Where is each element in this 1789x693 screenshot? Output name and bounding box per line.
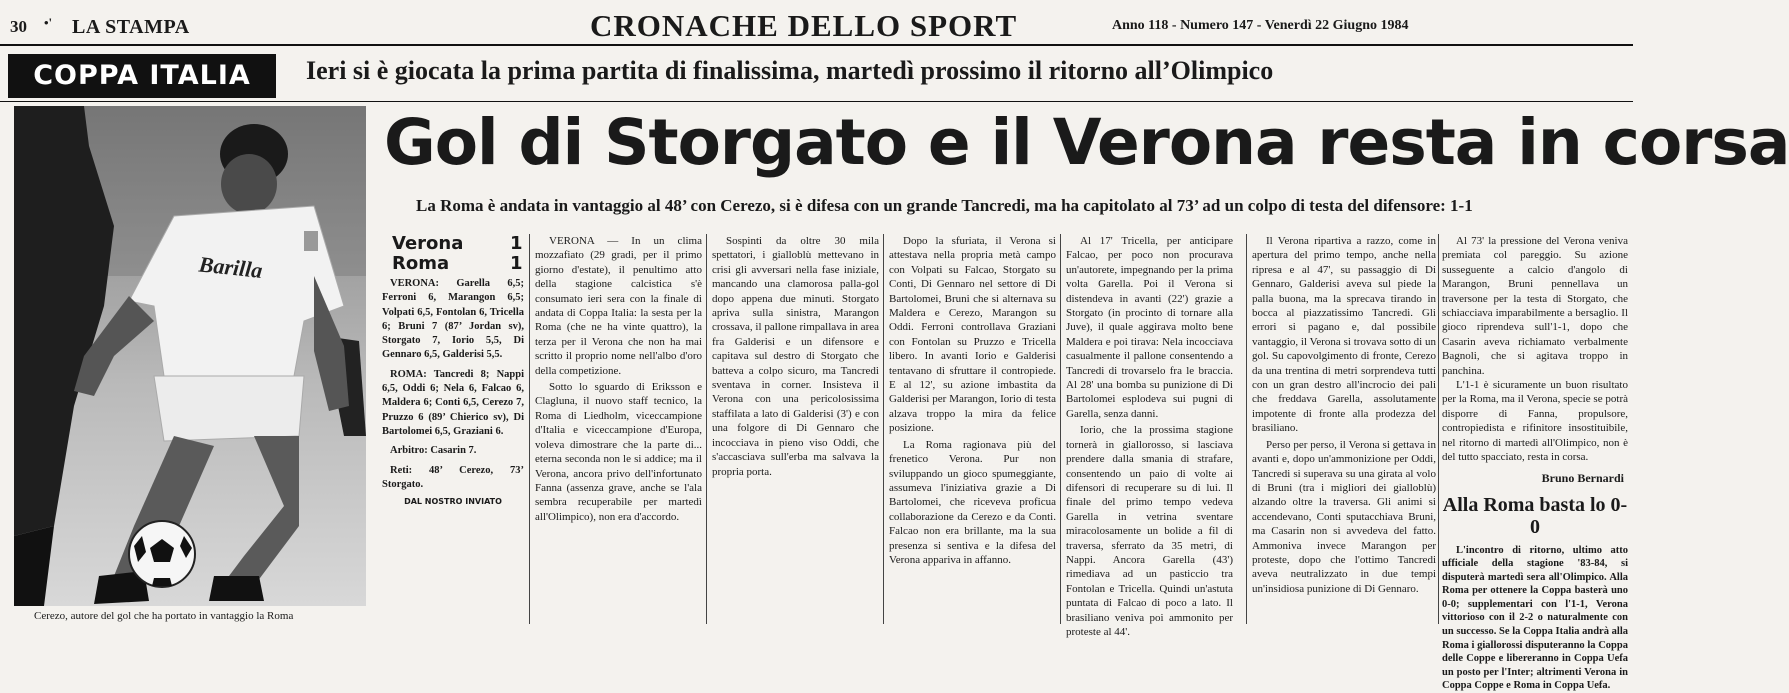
home-goals: 1 xyxy=(510,233,523,254)
lineup-verona: VERONA: Garella 6,5; Ferroni 6, Marangon 6,5; Volpati 6,5, Fontolan 6, Tricella 6; Bruni 7 (87’ Jordan sv), Storgato 7, Iorio 5,5, Di Gennaro 6,5, Galderisi 5,5. xyxy=(382,277,524,363)
article-column-1 xyxy=(535,234,702,624)
column-rule xyxy=(706,234,707,624)
issue-info: Anno 118 - Numero 147 - Venerdì 22 Giugno 1984 xyxy=(1112,18,1409,34)
away-goals: 1 xyxy=(510,253,523,274)
article-headline: Gol di Storgato e il Verona resta in corsa xyxy=(384,106,1789,179)
page-header xyxy=(0,0,1633,46)
banner-rule xyxy=(0,101,1633,102)
away-team: Roma xyxy=(392,253,449,274)
page-marker: •' xyxy=(44,15,52,31)
paragraph: VERONA — In un clima mozzafiato (29 gradi, per il primo giorno d'estate), il penultimo atto della stagione calcistica s'è consumato ieri sera con la finale di andata di Coppa Italia: la sesta per la Roma (che ne ha vinte quattro), la terza per il Verona che non ha mai scritto il proprio nome nell'albo d'oro della competizione. xyxy=(535,234,702,378)
paragraph: Dopo la sfuriata, il Verona si attestava nella propria metà campo con Volpati su Falcao, Storgato su Conti, Di Gennaro nel settore di Di Bartolomei, Bruni che si alternava su Maldera e Cerezo, Marangon su Oddi. Ferroni controllava Graziani con Fontolan su Pruzzo e Tricella libero. In avanti Iorio e Galderisi tentavano di sfruttare il contropiede. E al 12', su azione imbastita da Galderisi per Marangon, Iorio di testa alzava troppo la mira da felice posizione. xyxy=(889,234,1056,436)
article-column-4 xyxy=(1066,234,1233,624)
paragraph: Al 17' Tricella, per anticipare Falcao, per poco non procurava un'autorete, impegnando per la prima volta Garella. Poi il Verona si distendeva in avanti (22') grazie a Storgato (in procinto di tornare alla Juve), il quale aggirava molto bene Maldera e poi tirava: Nela incocciava casualmente il pallone consentendo a Tancredi di trovarselo fra le braccia. Al 28' una bomba su punizione di Di Bartolomei esplodeva sui pugni di Garella, senza danni. xyxy=(1066,234,1233,421)
sidebar-title: Alla Roma basta lo 0-0 xyxy=(1442,494,1628,538)
author-name: Bruno Bernardi xyxy=(1442,471,1624,486)
kicker-headline: Ieri si è giocata la prima partita di finalissima, martedì prossimo il ritorno all’Olimpico xyxy=(306,56,1273,86)
referee: Arbitro: Casarin 7. xyxy=(382,444,524,458)
header-rule xyxy=(0,44,1633,46)
paragraph: Sotto lo sguardo di Eriksson e Clagluna, il nuovo staff tecnico, la Roma di Liedholm, viceccampione d'Italia e viceccampione d'Europa, voleva dimostrare che la parte di... eterna seconda non le si addice; ma il Verona, ancora privo dell'infortunato Fanna (assenza grave, anche se l'ala sembra recuperabile per martedì all'Olimpico), non era d'accordo. xyxy=(535,380,702,524)
photo-caption: Cerezo, autore del gol che ha portato in vantaggio la Roma xyxy=(34,610,293,622)
match-photo-illustration xyxy=(14,106,366,606)
paragraph: Il Verona ripartiva a razzo, come in apertura del primo tempo, anche nella ripresa e al 47', su passaggio di Di Gennaro, Galderisi aveva sul piede la palla buona, ma la sprecava tirando in bocca al piazzatissimo Tancredi. Gli errori si pagano e, dal possibile vantaggio, il Verona si trovava sotto di un gol. Su capovolgimento di fronte, Cerezo da una trentina di metri sorprendeva tutti con un gran destro all'incrocio dei pali che freddava Garella, assolutamente impotente di fronte alla prodezza del brasiliano. xyxy=(1252,234,1436,436)
paragraph: Perso per perso, il Verona si gettava in avanti e, dopo un'ammonizione per Oddi, Tancredi si superava su una girata al volo di Bruni (tra i migliori dei gialloblù) alzando oltre la traversa. Gli animi si accendevano, Conti sputacchiava Bruni, ma Casarin non si avvedeva del fatto. Ammoniva invece Marangon per proteste, dopo che l'ottimo Tancredi aveva neutralizzato in due tempi un'insidiosa punizione di Di Gennaro. xyxy=(1252,438,1436,596)
match-photo xyxy=(14,106,366,606)
column-rule xyxy=(529,234,530,624)
paragraph: Sospinti da oltre 30 mila spettatori, i gialloblù mettevano in crisi gli avversari nella fase iniziale, mancando una clamorosa palla-gol dopo appena due minuti. Storgato apriva sulla sinistra, Marangon crossava, il pallone rimpallava in area fra Galderisi e un difensore e capitava sul destro di Storgato che batteva a colpo sicuro, ma Tancredi sventava in corner. Insisteva il Verona con una pericolosissima staffilata a lato di Galderisi (3') e con una folgore di Di Gennaro che incocciava in pieno viso Oddi, che s'accasciava sull'erba ma salvava la propria porta. xyxy=(712,234,879,479)
page-number: 30 xyxy=(10,17,27,37)
goals-list: Reti: 48’ Cerezo, 73’ Storgato. xyxy=(382,464,524,493)
football xyxy=(129,521,195,587)
paragraph: Al 73' la pressione del Verona veniva premiata col pareggio. Su azione susseguente a calcio d'angolo di Marangon, Bruni pennellava un traversone per la testa di Storgato, che schiacciava imparabilmente a bersaglio. Il gioco riprendeva sull'1-1, dopo che Casarin aveva richiamato verbalmente Bagnoli, che si agitava troppo in panchina. xyxy=(1442,234,1628,378)
article-column-3 xyxy=(889,234,1056,624)
paragraph: Iorio, che la prossima stagione tornerà in giallorosso, si lasciava prendere dalla smania di strafare, consentendo un paio di volte ai difensori di recuperare su di lui. Il finale del primo tempo vedeva Garella in vetrina sventare miracolosamente un bolide a fil di traversa, sferrato da 35 metri, di Nappi. Ancora Garella (43') rimediava ad un pasticcio tra Fontolan e Tricella. Quindi un'astuta puntata di Falcao di poco a lato. Il brasiliano veniva poi ammonito per proteste al 44'. xyxy=(1066,423,1233,639)
paragraph: La Roma ragionava più del frenetico Verona. Pur non sviluppando un gioco spumeggiante, assumeva l'iniziativa grazie a Di Bartolomei, che riceveva proficua collaborazione da Cerezo e da Conti. Falcao non era brillante, ma la sua presenza si sentiva e la difesa del Verona appariva in affanno. xyxy=(889,438,1056,568)
sidebar-text: L'incontro di ritorno, ultimo atto ufficiale della stagione '83-84, si disputerà martedì sera all'Olimpico. Alla Roma per ottenere la Coppa basterà uno 0-0; supplementari con l'1-1, Verona vittorioso con il 2-2 o naturalmente con un successo. Se la Coppa Italia andrà alla Roma i giallorossi disputeranno la Coppa delle Coppe e libereranno in Coppa Uefa un posto per l'Inter; altrimenti Verona in Coppa Coppe e Roma in Coppa Uefa. xyxy=(1442,544,1628,693)
lineups-block xyxy=(382,277,524,508)
column-rule xyxy=(883,234,884,624)
jersey-sponsor: Barilla xyxy=(197,251,264,283)
column-rule xyxy=(1438,234,1439,624)
home-team: Verona xyxy=(392,233,463,254)
article-column-6 xyxy=(1442,234,1628,693)
lineup-roma: ROMA: Tancredi 8; Nappi 6,5, Oddi 6; Nela 6, Falcao 6, Maldera 6; Conti 6,5, Cerezo 7, Pruzzo 6 (89’ Chierico sv), Di Bartolomei 6,5, Graziani 6. xyxy=(382,368,524,439)
score-home xyxy=(392,233,463,254)
paragraph: L'1-1 è sicuramente un buon risultato per la Roma, ma il Verona, specie se potrà disporre di Fanna, propulsore, contropiedista e rifinitore insostituibile, nel ritorno di martedì all'Olimpico, non è del tutto spacciato, resta in corsa. xyxy=(1442,378,1628,464)
column-rule xyxy=(1246,234,1247,624)
article-column-5 xyxy=(1252,234,1436,624)
article-subheadline: La Roma è andata in vantaggio al 48’ con Cerezo, si è difesa con un grande Tancredi, ma ha capitolato al 73’ ad un colpo di testa del difensore: 1-1 xyxy=(416,196,1473,216)
column-rule xyxy=(1060,234,1061,624)
newspaper-name: LA STAMPA xyxy=(72,16,190,39)
coppa-italia-badge: COPPA ITALIA xyxy=(8,54,276,98)
byline: DAL NOSTRO INVIATO xyxy=(382,497,524,506)
article-column-2 xyxy=(712,234,879,624)
score-away xyxy=(392,253,449,274)
section-title: CRONACHE DELLO SPORT xyxy=(590,8,1017,44)
